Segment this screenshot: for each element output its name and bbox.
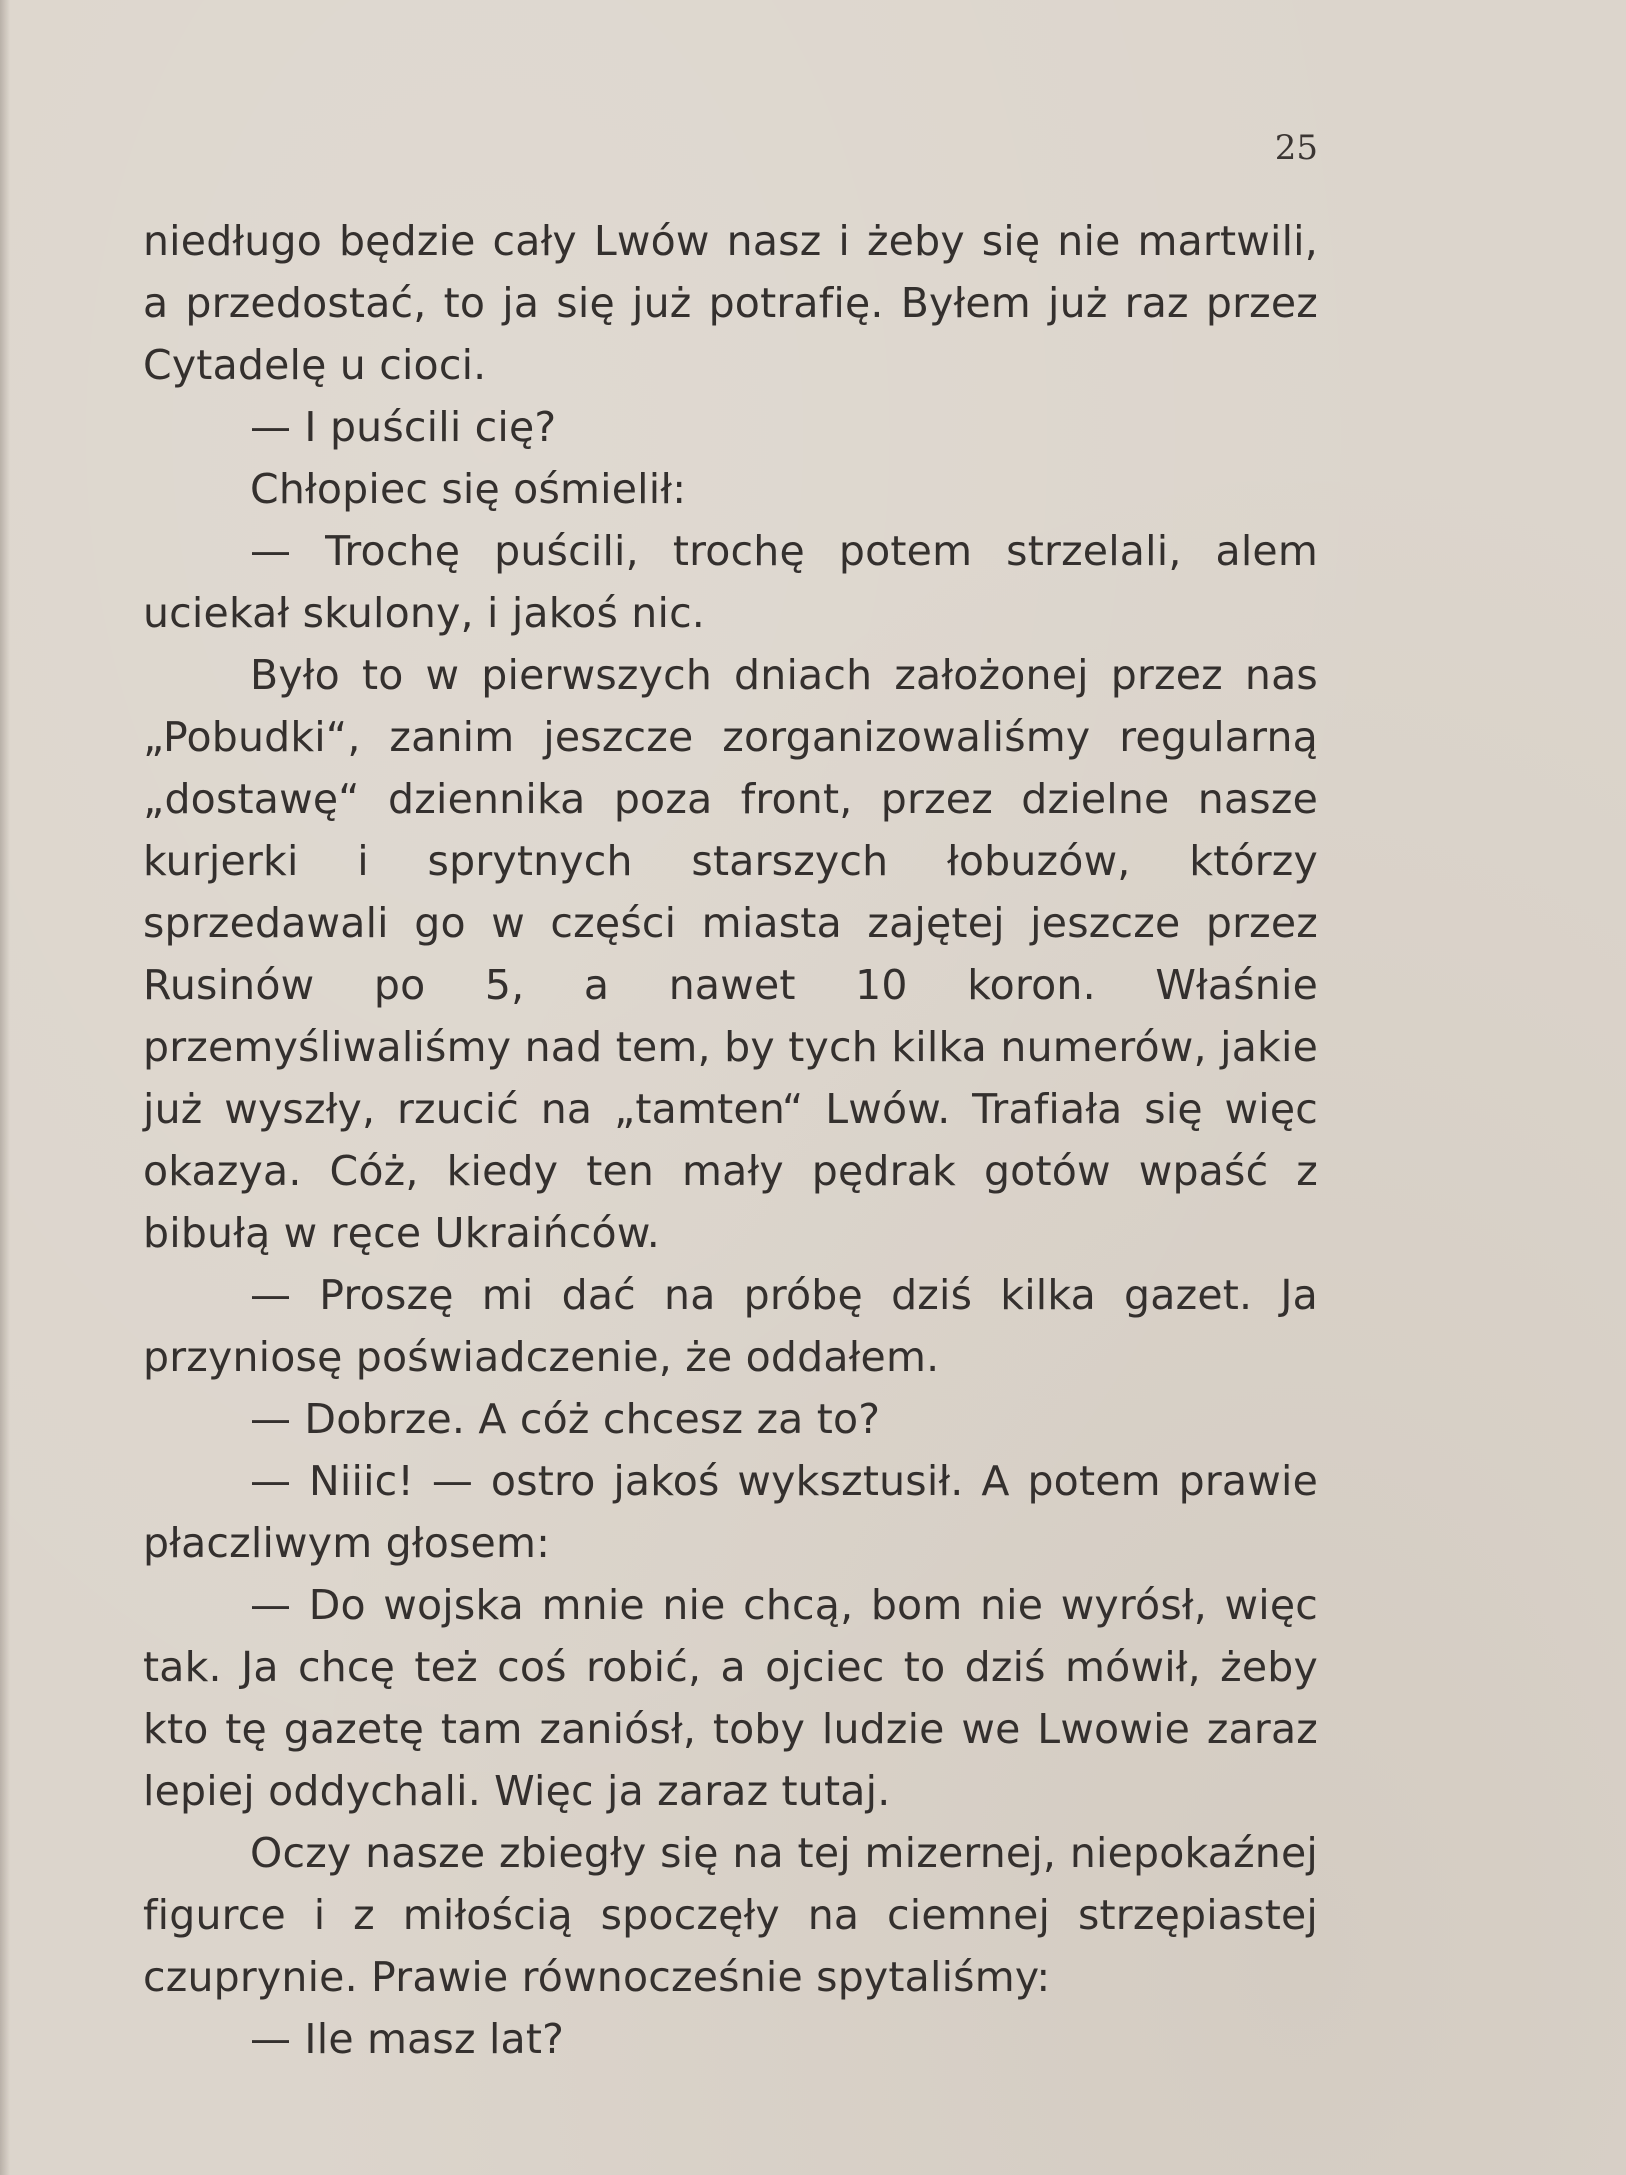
paragraph: Chłopiec się ośmielił:	[250, 465, 687, 513]
paragraph: Było to w pierwszych dniach założonej przez nas „Pobudki“, zanim jeszcze zorganizowaliśmy regularną „dostawę“ dziennika poza front, przez dzielne nasze kurjerki i sprytnych starszych łobuzów, którzy sprzedawali go w części miasta zajętej jeszcze przez Rusinów po 5, a nawet 10 koron. Właśnie przemyśliwaliśmy nad tem, by tych kilka numerów, jakie już wyszły, rzucić na „tamten“ Lwów. Trafiała się więc okazya. Cóż, kiedy ten mały pędrak gotów wpaść z bibułą w ręce Ukraińców.	[143, 651, 1318, 1257]
page-binding-edge	[0, 0, 10, 2175]
paragraph: Oczy nasze zbiegły się na tej mizernej, niepokaźnej figurce i z miłością spoczęły na ciemnej strzępiastej czuprynie. Prawie równocześnie spytaliśmy:	[143, 1829, 1318, 2001]
paragraph: — Dobrze. A cóż chcesz za to?	[250, 1395, 881, 1443]
paragraph: — Ile masz lat?	[250, 2015, 565, 2063]
paragraph: — Niiic! — ostro jakoś wyksztusił. A potem prawie płaczliwym głosem:	[143, 1457, 1318, 1567]
paragraph: niedługo będzie cały Lwów nasz i żeby się nie martwili, a przedostać, to ja się już potrafię. Byłem już raz przez Cytadelę u cioci.	[143, 217, 1318, 389]
body-text	[143, 210, 1318, 2070]
page-number: 25	[1274, 128, 1318, 168]
paragraph: — Trochę puścili, trochę potem strzelali, alem uciekał skulony, i jakoś nic.	[143, 527, 1318, 637]
paragraph: — I puścili cię?	[250, 403, 557, 451]
paragraph: — Proszę mi dać na próbę dziś kilka gazet. Ja przyniosę poświadczenie, że oddałem.	[143, 1271, 1318, 1381]
paragraph: — Do wojska mnie nie chcą, bom nie wyrósł, więc tak. Ja chcę też coś robić, a ojciec to dziś mówił, żeby kto tę gazetę tam zaniósł, toby ludzie we Lwowie zaraz lepiej oddychali. Więc ja zaraz tutaj.	[143, 1581, 1318, 1815]
